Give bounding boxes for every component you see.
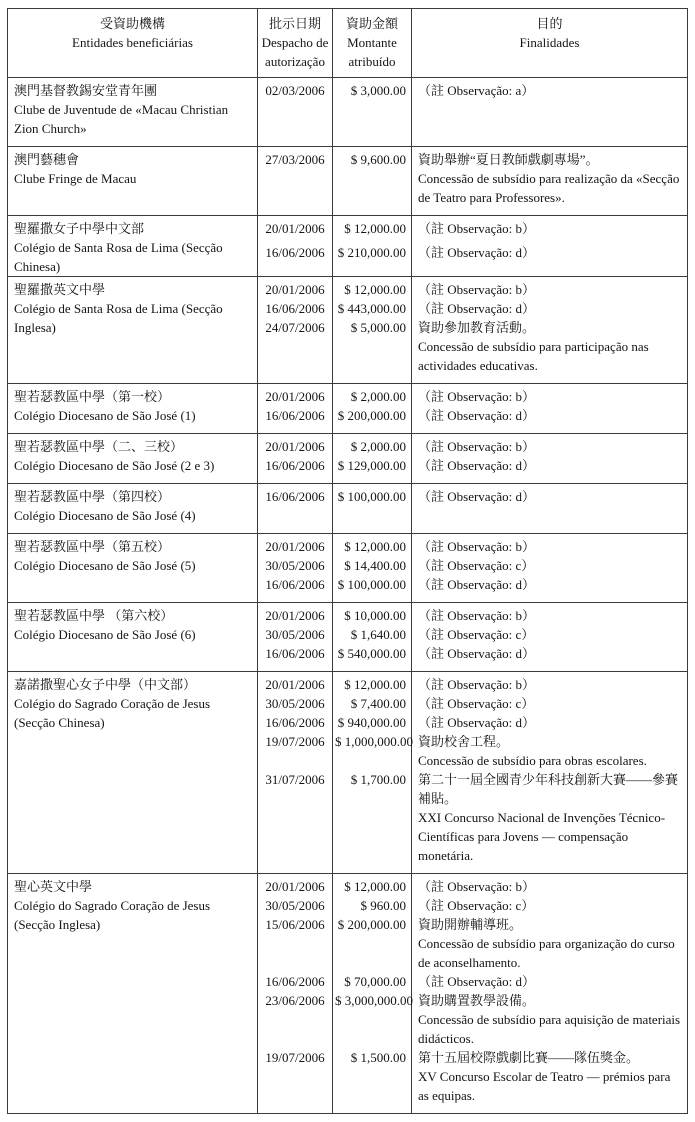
purpose-line: （註 Observação: c）: [418, 558, 535, 573]
entity-line: 聖若瑟教區中學（第一校）: [14, 389, 171, 404]
amount-cell: $ 100,000.00: [333, 575, 412, 603]
entity-line: Clube de Juventude de «Macau Christian Zion Church»: [14, 102, 229, 136]
purpose-line: （註 Observação: d）: [418, 458, 535, 473]
entity-line: Colégio Diocesano de São José (4): [14, 508, 196, 523]
authorization-date-cell: 16/06/2006: [258, 484, 333, 534]
entity-cell: [8, 216, 258, 277]
purpose-line: （註 Observação: c）: [418, 898, 535, 913]
amount-cell: $ 540,000.00: [333, 644, 412, 672]
authorization-date-cell: 27/03/2006: [258, 147, 333, 216]
purpose-cell: [412, 299, 688, 318]
purpose-line: 資助校舍工程。: [418, 734, 510, 749]
amount-cell: $ 1,500.00: [333, 1048, 412, 1114]
authorization-date-cell: 20/01/2006: [258, 874, 333, 897]
entity-cell: [8, 434, 258, 484]
entity-cell: [8, 277, 258, 384]
amount-cell: $ 443,000.00: [333, 299, 412, 318]
table-row: [8, 147, 688, 216]
table-row: [8, 534, 688, 557]
table-row: [8, 384, 688, 407]
table-body: [8, 78, 688, 1114]
column-header-date-zh: 批示日期: [268, 16, 321, 31]
authorization-date-cell: 30/05/2006: [258, 625, 333, 644]
purpose-cell: [412, 603, 688, 626]
amount-cell: $ 7,400.00: [333, 694, 412, 713]
entity-line: Colégio de Santa Rosa de Lima (Secção Inglesa): [14, 301, 223, 335]
entity-line: 聖羅撒英文中學: [14, 282, 106, 297]
amount-cell: $ 3,000,000.00: [333, 991, 412, 1048]
table-row: [8, 434, 688, 457]
authorization-date-cell: 16/06/2006: [258, 406, 333, 434]
column-header-entity-zh: 受資助機構: [99, 16, 165, 31]
purpose-line: （註 Observação: d）: [418, 715, 535, 730]
purpose-cell: [412, 318, 688, 384]
authorization-date-cell: 31/07/2006: [258, 770, 333, 874]
entity-line: (Secção Chinesa): [14, 715, 105, 730]
column-header-amount-zh: 資助金額: [345, 16, 398, 31]
authorization-date-cell: 16/06/2006: [258, 713, 333, 732]
amount-cell: $ 12,000.00: [333, 216, 412, 243]
purpose-cell: [412, 456, 688, 484]
header-row: [8, 9, 688, 78]
authorization-date-cell: 20/01/2006: [258, 434, 333, 457]
amount-cell: $ 210,000.00: [333, 243, 412, 277]
purpose-cell: [412, 874, 688, 897]
entity-line: (Secção Inglesa): [14, 917, 101, 932]
entity-line: 聖若瑟教區中學（第四校）: [14, 489, 171, 504]
purpose-cell: [412, 277, 688, 300]
purpose-cell: [412, 216, 688, 243]
column-header-entity: [8, 9, 258, 78]
purpose-line: 第十五屆校際戲劇比賽——隊伍獎金。: [418, 1050, 640, 1065]
purpose-cell: [412, 732, 688, 770]
entity-line: Colégio Diocesano de São José (1): [14, 408, 196, 423]
purpose-line: （註 Observação: b）: [418, 439, 535, 454]
purpose-line: （註 Observação: b）: [418, 677, 535, 692]
authorization-date-cell: 24/07/2006: [258, 318, 333, 384]
amount-cell: $ 12,000.00: [333, 874, 412, 897]
amount-cell: $ 2,000.00: [333, 384, 412, 407]
amount-cell: $ 12,000.00: [333, 534, 412, 557]
column-header-purpose: [412, 9, 688, 78]
column-header-date-pt: Despacho de autorização: [261, 35, 329, 69]
purpose-cell: [412, 575, 688, 603]
entity-line: 聖若瑟教區中學（二、三校）: [14, 439, 184, 454]
authorization-date-cell: 20/01/2006: [258, 216, 333, 243]
entity-line: 嘉諾撒聖心女子中學（中文部）: [14, 677, 197, 692]
entity-cell: [8, 78, 258, 147]
entity-line: 聖若瑟教區中學（第五校）: [14, 539, 171, 554]
authorization-date-cell: 20/01/2006: [258, 603, 333, 626]
purpose-line: （註 Observação: b）: [418, 221, 535, 236]
authorization-date-cell: 20/01/2006: [258, 384, 333, 407]
authorization-date-cell: 30/05/2006: [258, 896, 333, 915]
authorization-date-cell: 16/06/2006: [258, 299, 333, 318]
purpose-line: （註 Observação: d）: [418, 244, 535, 260]
entity-cell: [8, 603, 258, 672]
purpose-cell: [412, 915, 688, 972]
amount-cell: $ 1,000,000.00: [333, 732, 412, 770]
authorization-date-cell: 20/01/2006: [258, 277, 333, 300]
amount-cell: $ 200,000.00: [333, 406, 412, 434]
entity-line: Colégio Diocesano de São José (2 e 3): [14, 458, 215, 473]
purpose-line: 資助開辦輔導班。: [418, 917, 523, 932]
table-row: [8, 216, 688, 243]
column-header-purpose-pt: Finalidades: [519, 35, 580, 50]
entity-cell: [8, 147, 258, 216]
authorization-date-cell: 16/06/2006: [258, 972, 333, 991]
entity-line: 澳門藝穗會: [14, 152, 80, 167]
amount-cell: $ 3,000.00: [333, 78, 412, 147]
purpose-cell: [412, 644, 688, 672]
authorization-date-cell: 23/06/2006: [258, 991, 333, 1048]
purpose-cell: [412, 770, 688, 874]
purpose-cell: [412, 713, 688, 732]
purpose-cell: [412, 434, 688, 457]
purpose-line: Concessão de subsídio para aquisição de materiais didácticos.: [418, 1012, 681, 1046]
purpose-line: 資助參加教育活動。: [418, 320, 536, 335]
entity-line: Colégio Diocesano de São José (6): [14, 627, 196, 642]
amount-cell: $ 1,700.00: [333, 770, 412, 874]
purpose-line: （註 Observação: c）: [418, 696, 535, 711]
authorization-date-cell: 16/06/2006: [258, 456, 333, 484]
purpose-line: （註 Observação: c）: [418, 627, 535, 642]
authorization-date-cell: 16/06/2006: [258, 575, 333, 603]
amount-cell: $ 70,000.00: [333, 972, 412, 991]
purpose-line: 資助舉辦“夏日教師戲劇專場”。: [418, 152, 599, 167]
purpose-line: Concessão de subsídio para participação nas actividades educativas.: [418, 339, 649, 373]
purpose-line: 第二十一屆全國青少年科技創新大賽——參賽補貼。: [418, 772, 679, 806]
amount-cell: $ 14,400.00: [333, 556, 412, 575]
entity-line: 聖羅撒女子中學中文部: [14, 221, 145, 236]
entity-line: Colégio do Sagrado Coração de Jesus: [14, 898, 211, 913]
purpose-cell: [412, 625, 688, 644]
purpose-line: （註 Observação: b）: [418, 879, 535, 894]
amount-cell: $ 200,000.00: [333, 915, 412, 972]
amount-cell: $ 2,000.00: [333, 434, 412, 457]
purpose-cell: [412, 384, 688, 407]
purpose-cell: [412, 1048, 688, 1114]
entity-cell: [8, 672, 258, 874]
authorization-date-cell: 02/03/2006: [258, 78, 333, 147]
column-header-purpose-zh: 目的: [536, 16, 563, 31]
authorization-date-cell: 15/06/2006: [258, 915, 333, 972]
purpose-line: 資助購置教學設備。: [418, 993, 536, 1008]
amount-cell: $ 100,000.00: [333, 484, 412, 534]
purpose-line: XV Concurso Escolar de Teatro — prémios para as equipas.: [418, 1069, 671, 1103]
purpose-line: Concessão de subsídio para realização da «Secção de Teatro para Professores».: [418, 171, 680, 205]
table-row: [8, 672, 688, 695]
column-header-amount-pt: Montante atribuído: [347, 35, 397, 69]
purpose-line: （註 Observação: d）: [418, 974, 535, 989]
amount-cell: $ 10,000.00: [333, 603, 412, 626]
purpose-cell: [412, 78, 688, 147]
amount-cell: $ 960.00: [333, 896, 412, 915]
entity-cell: [8, 874, 258, 1114]
purpose-line: （註 Observação: a）: [418, 83, 535, 98]
entity-cell: [8, 484, 258, 534]
purpose-cell: [412, 972, 688, 991]
entity-line: 澳門基督教錫安堂青年團: [14, 83, 158, 98]
amount-cell: $ 12,000.00: [333, 277, 412, 300]
amount-cell: $ 940,000.00: [333, 713, 412, 732]
authorization-date-cell: 19/07/2006: [258, 1048, 333, 1114]
amount-cell: $ 12,000.00: [333, 672, 412, 695]
purpose-cell: [412, 694, 688, 713]
purpose-line: （註 Observação: b）: [418, 389, 535, 404]
purpose-line: （註 Observação: b）: [418, 282, 535, 297]
authorization-date-cell: 30/05/2006: [258, 694, 333, 713]
purpose-cell: [412, 243, 688, 277]
purpose-line: （註 Observação: b）: [418, 539, 535, 554]
entity-cell: [8, 384, 258, 434]
amount-cell: $ 5,000.00: [333, 318, 412, 384]
purpose-cell: [412, 991, 688, 1048]
authorization-date-cell: 16/06/2006: [258, 243, 333, 277]
purpose-line: （註 Observação: d）: [418, 646, 535, 661]
purpose-cell: [412, 147, 688, 216]
amount-cell: $ 1,640.00: [333, 625, 412, 644]
table-header: [8, 9, 688, 78]
entity-line: Colégio do Sagrado Coração de Jesus: [14, 696, 211, 711]
authorization-date-cell: 20/01/2006: [258, 534, 333, 557]
entity-line: Clube Fringe de Macau: [14, 171, 137, 186]
purpose-line: XXI Concurso Nacional de Invenções Técnico-Científicas para Jovens — compensação monetária.: [418, 810, 666, 863]
purpose-cell: [412, 896, 688, 915]
authorization-date-cell: 19/07/2006: [258, 732, 333, 770]
amount-cell: $ 9,600.00: [333, 147, 412, 216]
authorization-date-cell: 30/05/2006: [258, 556, 333, 575]
purpose-cell: [412, 534, 688, 557]
entity-line: Colégio de Santa Rosa de Lima (Secção Chinesa): [14, 240, 223, 274]
purpose-line: （註 Observação: d）: [418, 489, 535, 504]
entity-line: Colégio Diocesano de São José (5): [14, 558, 196, 573]
authorization-date-cell: 16/06/2006: [258, 644, 333, 672]
table-row: [8, 603, 688, 626]
column-header-date: [258, 9, 333, 78]
entity-line: 聖若瑟教區中學 （第六校）: [14, 608, 174, 623]
entity-cell: [8, 534, 258, 603]
purpose-line: （註 Observação: d）: [418, 408, 535, 423]
purpose-cell: [412, 406, 688, 434]
authorization-date-cell: 20/01/2006: [258, 672, 333, 695]
table-row: [8, 484, 688, 534]
purpose-line: （註 Observação: d）: [418, 577, 535, 592]
table-row: [8, 277, 688, 300]
purpose-line: Concessão de subsídio para obras escolares.: [418, 753, 647, 768]
table-row: [8, 874, 688, 897]
purpose-line: （註 Observação: d）: [418, 301, 535, 316]
column-header-entity-pt: Entidades beneficiárias: [72, 35, 193, 50]
amount-cell: $ 129,000.00: [333, 456, 412, 484]
column-header-amount: [333, 9, 412, 78]
purpose-cell: [412, 484, 688, 534]
purpose-cell: [412, 672, 688, 695]
purpose-line: Concessão de subsídio para organização do curso de aconselhamento.: [418, 936, 675, 970]
table-row: [8, 78, 688, 147]
purpose-cell: [412, 556, 688, 575]
purpose-line: （註 Observação: b）: [418, 608, 535, 623]
subsidy-table: [7, 8, 688, 1114]
entity-line: 聖心英文中學: [14, 879, 93, 894]
